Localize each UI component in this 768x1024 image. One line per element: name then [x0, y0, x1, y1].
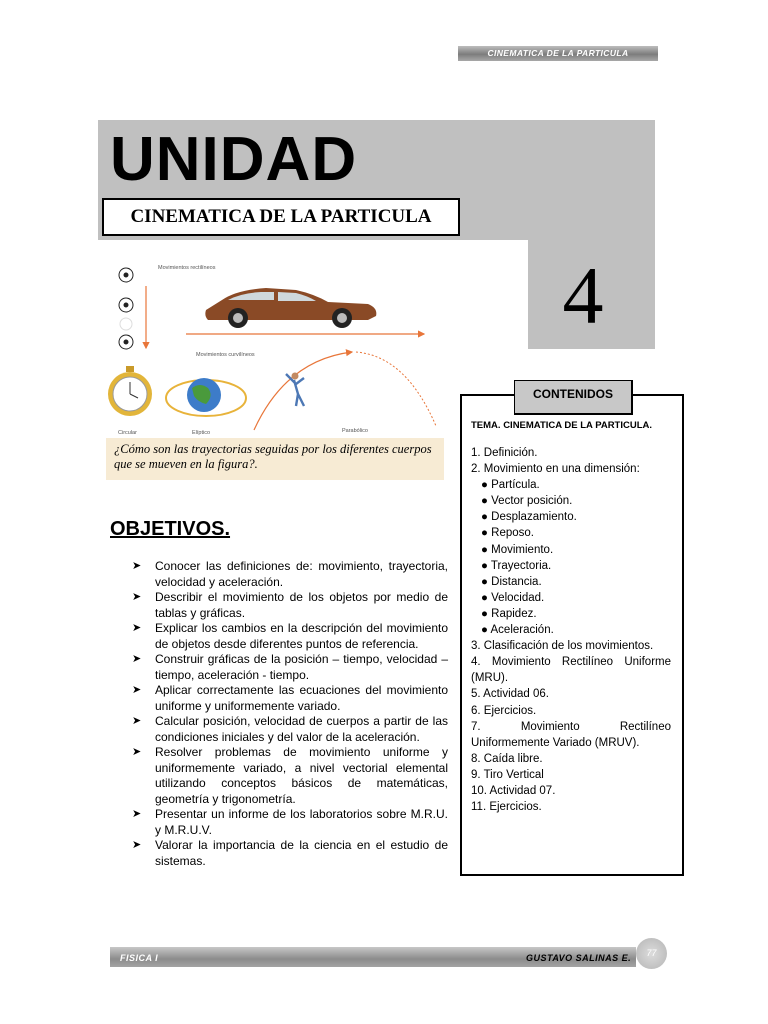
stopwatch-icon	[108, 366, 152, 416]
arrow-bullet-icon: ➤	[132, 560, 142, 572]
list-item: 3. Clasificación de los movimientos.	[471, 640, 654, 653]
list-item: ➤ Presentar un informe de los laboratorios sobre M.R.U. y M.R.U.V.	[132, 807, 448, 837]
list-item: 2. Movimiento en una dimensión:	[471, 463, 640, 476]
label-parabolico: Parabólico	[342, 428, 368, 434]
running-header	[458, 46, 658, 61]
label-curvilineos: Movimientos curvilíneos	[196, 352, 255, 358]
list-item: ● Rapidez.	[481, 607, 537, 620]
athlete-icon	[286, 373, 304, 407]
unit-number: 4	[562, 250, 604, 341]
objectives-list	[132, 559, 448, 869]
list-item: ● Distancia.	[481, 575, 542, 588]
figure-caption: ¿Cómo son las trayectorias seguidas por los diferentes cuerpos que se mueven en la figura?.	[114, 442, 432, 471]
list-item: ● Velocidad.	[481, 591, 545, 604]
contents-body	[471, 420, 671, 815]
list-item: 5. Actividad 06.	[471, 688, 549, 701]
list-item: 6. Ejercicios.	[471, 704, 537, 717]
arrow-bullet-icon: ➤	[132, 684, 142, 696]
page-number-badge	[636, 938, 667, 969]
arrow-bullet-icon: ➤	[132, 622, 142, 634]
motion-figure	[106, 256, 444, 438]
arrow-bullet-icon: ➤	[132, 653, 142, 665]
arrow-bullet-icon: ➤	[132, 746, 142, 758]
page-number: 77	[646, 948, 657, 958]
running-header-text: CINEMATICA DE LA PARTICULA	[487, 48, 629, 58]
list-item: 10. Actividad 07.	[471, 784, 556, 797]
list-item: ● Desplazamiento.	[481, 511, 577, 524]
arrow-bullet-icon: ➤	[132, 715, 142, 727]
list-item: ● Trayectoria.	[481, 559, 552, 572]
unit-heading: UNIDAD	[110, 125, 358, 194]
label-circular: Circular	[118, 430, 137, 436]
label-rectilineos: Movimientos rectilíneos	[158, 265, 216, 271]
list-item: ● Vector posición.	[481, 495, 573, 508]
list-item: ➤ Aplicar correctamente las ecuaciones del movimiento uniforme y uniformemente variado.	[132, 683, 448, 713]
arrow-bullet-icon: ➤	[132, 591, 142, 603]
footer-author: GUSTAVO SALINAS E.	[526, 953, 632, 963]
list-item: ● Reposo.	[481, 527, 534, 540]
list-item: 7. Movimiento Rectilíneo Uniformemente Variado (MRUV).	[471, 720, 671, 749]
list-item: 1. Definición.	[471, 447, 538, 459]
unit-subtitle: CINEMATICA DE LA PARTICULA	[130, 206, 432, 227]
list-item: ● Movimiento.	[481, 543, 554, 556]
list-item: 9. Tiro Vertical	[471, 768, 544, 781]
contents-tab	[514, 380, 633, 415]
list-item: ➤ Describir el movimiento de los objetos por medio de tablas y gráficas.	[132, 590, 448, 620]
footer-course: FISICA I	[120, 953, 159, 963]
earth-orbit-icon	[166, 378, 246, 416]
contents-topic: TEMA. CINEMATICA DE LA PARTICULA.	[471, 420, 653, 431]
list-item: ➤ Conocer las definiciones de: movimiento, trayectoria, velocidad y aceleración.	[132, 559, 448, 589]
list-item: ➤ Valorar la importancia de la ciencia en el estudio de sistemas.	[132, 838, 448, 868]
list-item: 11. Ejercicios.	[471, 801, 542, 814]
list-item: ➤ Calcular posición, velocidad de cuerpos a partir de las condiciones iniciales y del valor de la aceleración.	[132, 714, 448, 744]
arrow-bullet-icon: ➤	[132, 839, 142, 851]
list-item: 8. Caída libre.	[471, 752, 543, 765]
objectives-heading: OBJETIVOS.	[110, 518, 231, 540]
falling-ball-icons	[119, 268, 133, 349]
list-item: ➤ Construir gráficas de la posición – tiempo, velocidad – tiempo, aceleración - tiempo.	[132, 652, 448, 682]
contents-tab-label: CONTENIDOS	[532, 387, 613, 401]
arrow-bullet-icon: ➤	[132, 808, 142, 820]
list-item: ➤ Resolver problemas de movimiento uniforme y uniformemente variado, a nivel vectorial elemental utilizando conceptos básicos de matemáticas, geometría y trigonometría.	[132, 745, 448, 806]
motion-illustration	[106, 256, 444, 438]
list-item: ➤ Explicar los cambios en la descripción del movimiento de objetos desde diferentes puntos de referencia.	[132, 621, 448, 651]
unit-subtitle-box	[102, 198, 460, 236]
contents-list	[471, 445, 671, 815]
car-icon	[205, 288, 376, 328]
list-item: 4. Movimiento Rectilíneo Uniforme (MRU).	[471, 656, 671, 685]
label-eliptico: Elíptico	[192, 430, 211, 436]
list-item: ● Aceleración.	[481, 624, 554, 637]
list-item: ● Partícula.	[481, 479, 540, 492]
figure-caption-box	[106, 438, 444, 480]
